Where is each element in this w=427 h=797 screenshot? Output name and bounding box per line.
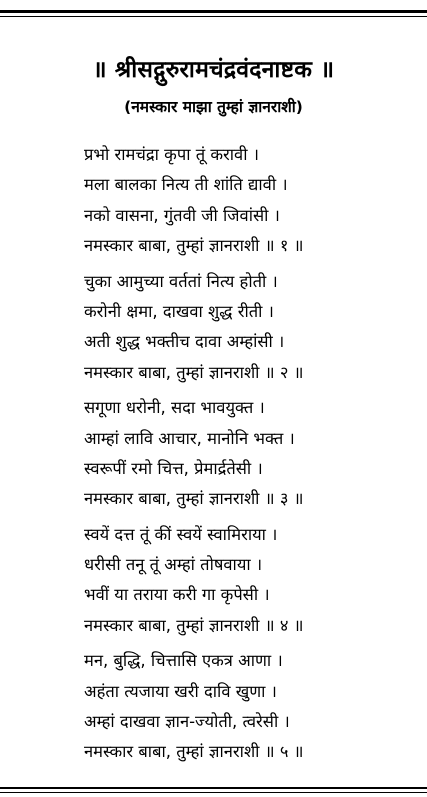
- verse-line: आम्हां लावि आचार, मानोनि भक्त ।: [84, 428, 295, 448]
- verse-line: भवीं या तराया करी गा कृपेसी ।: [84, 585, 270, 605]
- verse-line: मन, बुद्धि, चित्तासि एकत्र आणा ।: [84, 651, 283, 671]
- verse-line: अम्हां दाखवा ज्ञान-ज्योती, त्वरेसी ।: [84, 712, 290, 732]
- refrain-line: नमस्कार बाबा, तुम्हां ज्ञानराशी ॥ १ ॥: [84, 236, 304, 256]
- verse-line: अती शुद्ध भक्तीच दावा अम्हांसी ।: [84, 332, 285, 352]
- bottom-border-thin: [0, 792, 427, 793]
- top-border-thick: [0, 10, 427, 13]
- stanza-1: [84, 140, 419, 262]
- refrain-line: नमस्कार बाबा, तुम्हां ज्ञानराशी ॥ २ ॥: [84, 362, 304, 382]
- verse-line: स्वरूपीं रमो चित्त, प्रेमार्द्रतेसी ।: [84, 458, 263, 478]
- refrain-line: नमस्कार बाबा, तुम्हां ज्ञानराशी ॥ ३ ॥: [84, 489, 304, 509]
- page-title: ॥ श्रीसद्गुरुरामचंद्रवंदनाष्टक ॥: [92, 57, 335, 83]
- verse-line: करोनी क्षमा, दाखवा शुद्ध रीती ।: [84, 301, 274, 321]
- verse-line: चुका आमुच्या वर्ततां नित्य होती ।: [84, 271, 278, 291]
- bottom-border-thick: [0, 787, 427, 789]
- verse-line: प्रभो रामचंद्रा कृपा तूं करावी ।: [84, 145, 260, 164]
- stanza-3: [84, 393, 419, 515]
- verse-body: [84, 140, 419, 773]
- verse-line: अहंता त्यजाया खरी दावि खुणा ।: [84, 681, 277, 701]
- verse-line: सगूणा धरोनी, सदा भावयुक्त ।: [84, 398, 265, 418]
- top-border-thin: [0, 16, 427, 17]
- stanza-2: [84, 267, 419, 389]
- refrain-line: नमस्कार बाबा, तुम्हां ज्ञानराशी ॥ ५ ॥: [84, 742, 304, 762]
- page-subtitle: (नमस्कार माझा तुम्हां ज्ञानराशी): [124, 98, 303, 116]
- verse-line: मला बालका नित्य ती शांति द्यावी ।: [84, 175, 288, 195]
- verse-line: नको वासना, गुंतवी जी जिवांसी ।: [84, 205, 280, 225]
- stanza-4: [84, 520, 419, 642]
- verse-line: स्वयें दत्त तूं कीं स्वयें स्वामिराया ।: [84, 524, 278, 544]
- refrain-line: नमस्कार बाबा, तुम्हां ज्ञानराशी ॥ ४ ॥: [84, 615, 304, 635]
- verse-line: धरीसी तनू तूं अम्हां तोषवाया ।: [84, 555, 263, 575]
- stanza-5: [84, 646, 419, 768]
